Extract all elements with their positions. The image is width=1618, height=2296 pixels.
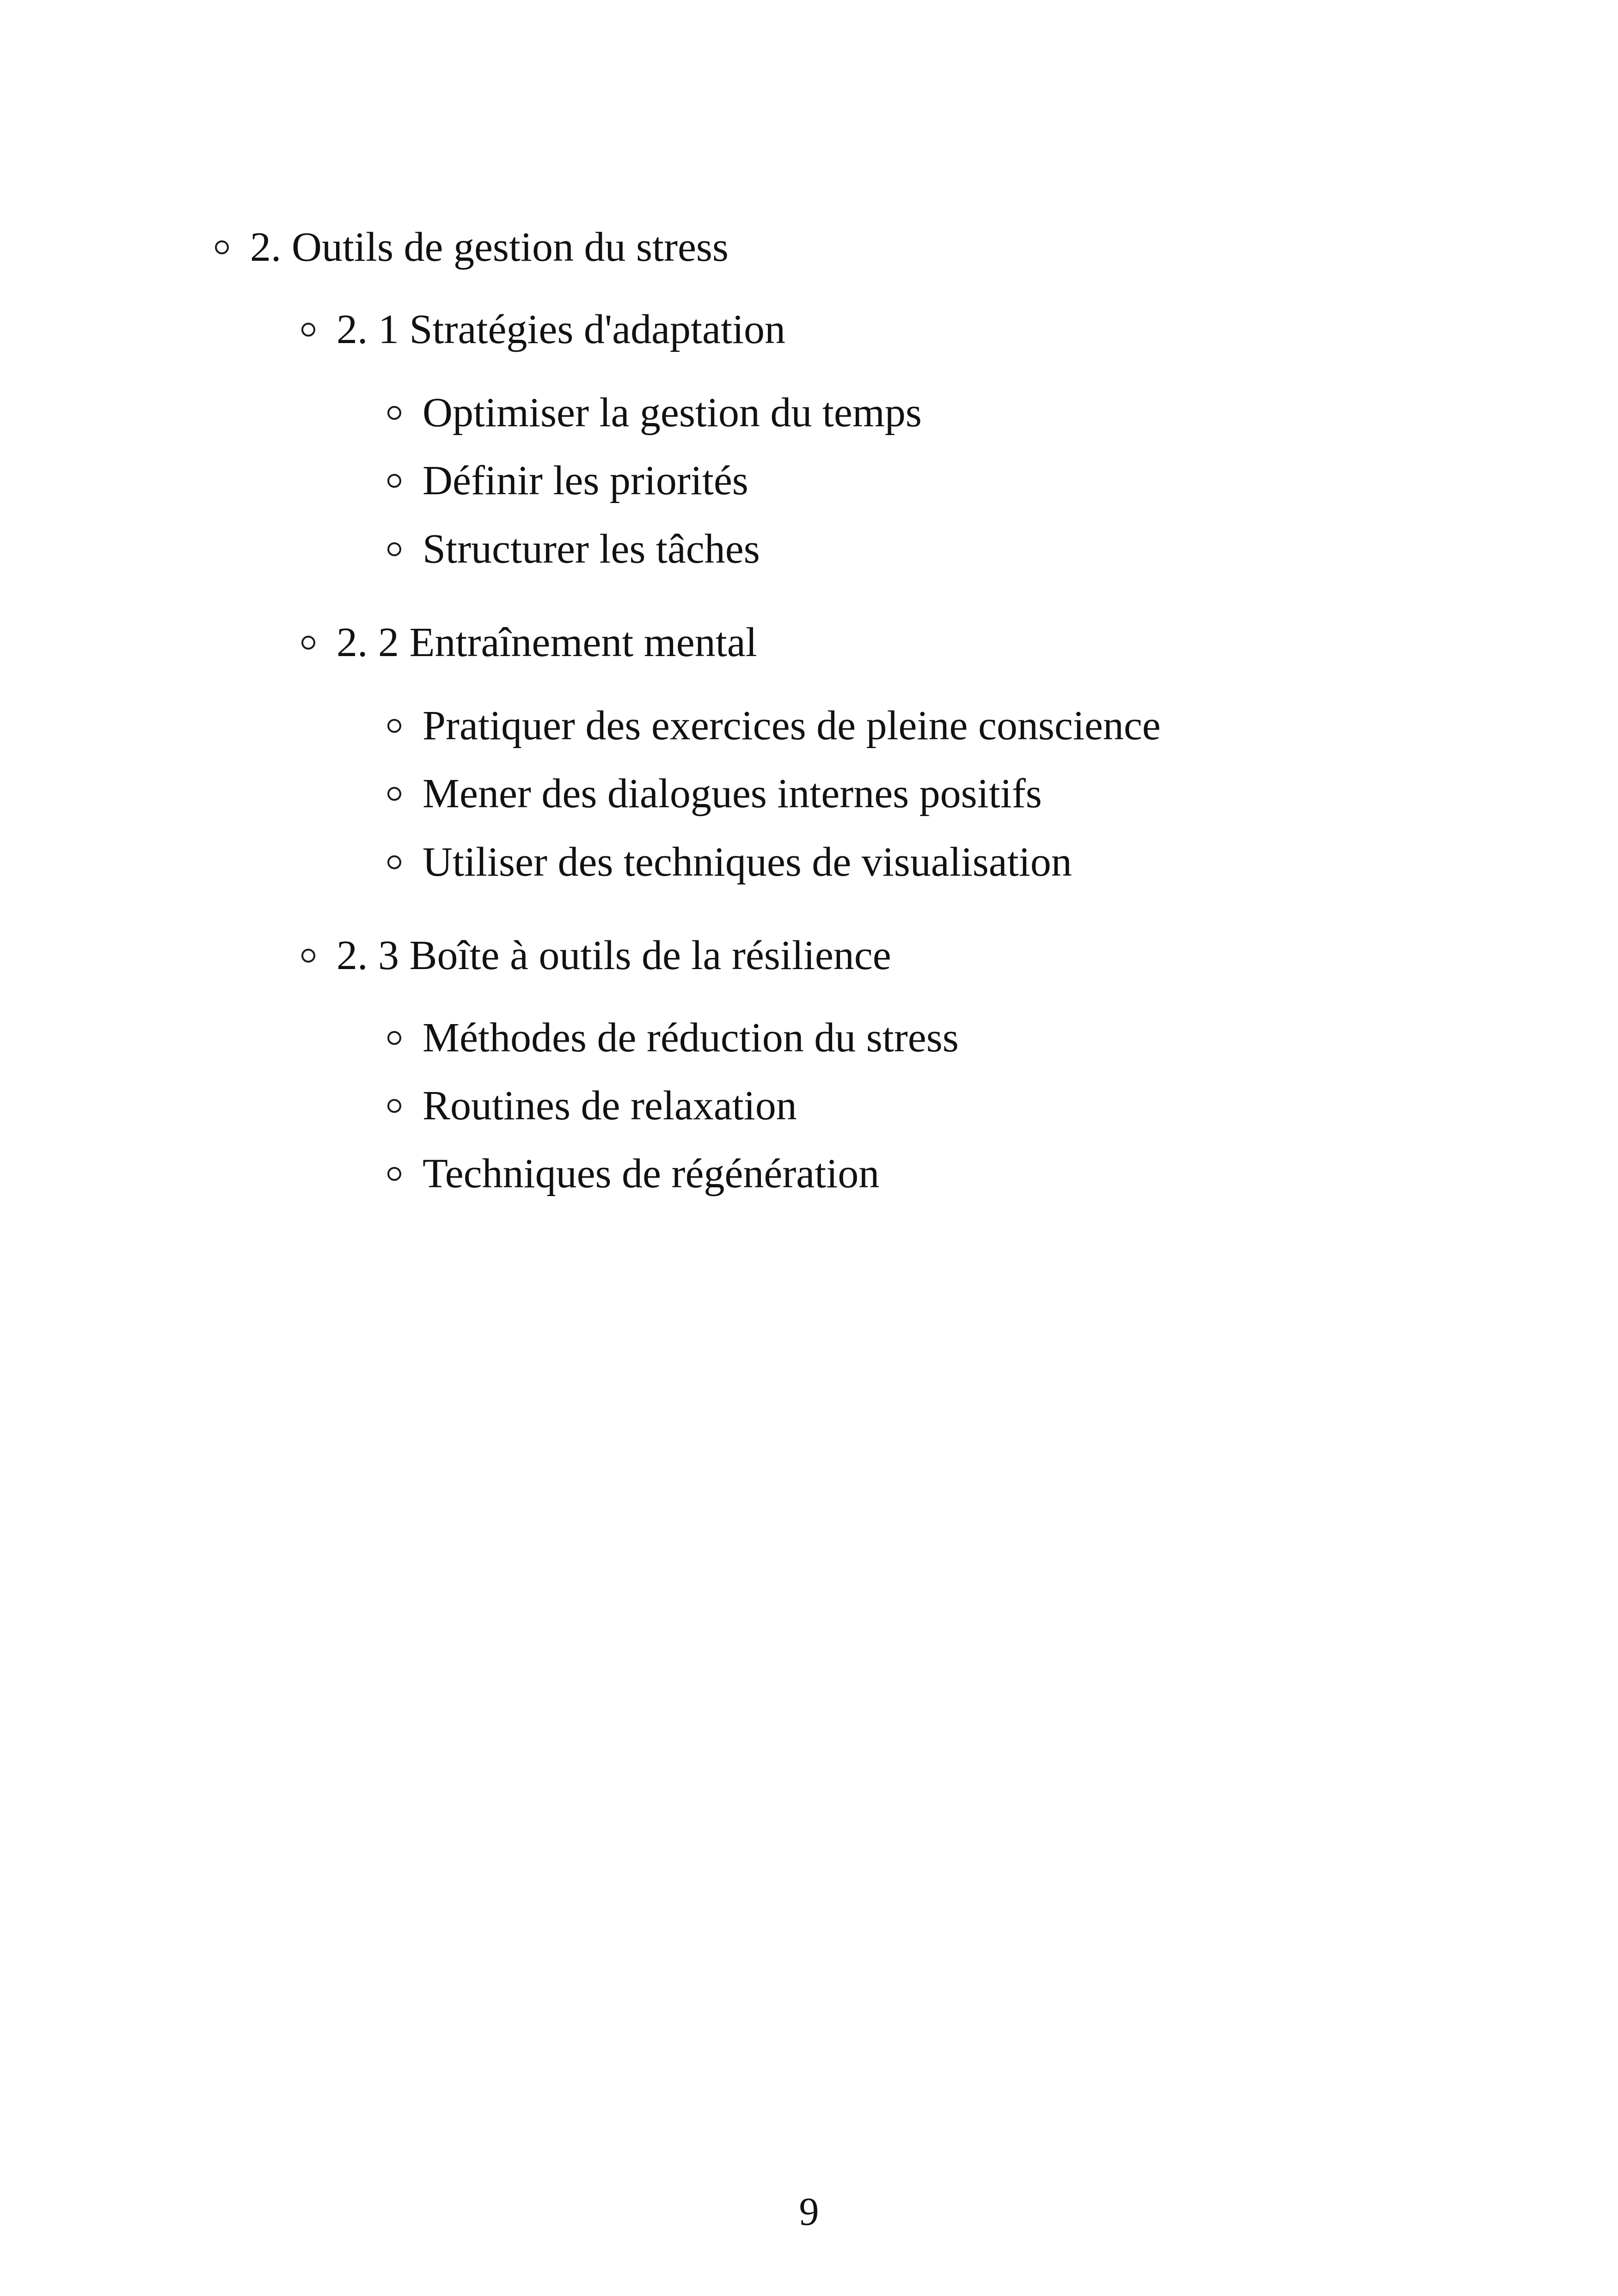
item-label: Routines de relaxation [423,1083,797,1129]
hollow-circle-bullet-icon [387,1031,401,1045]
outline-subsection [301,309,785,350]
item-label: Mener des dialogues internes positifs [423,771,1042,816]
hollow-circle-bullet-icon [387,1099,401,1113]
item-label: Techniques de régénération [423,1151,880,1197]
outline-item [387,773,1042,815]
section-title: 2. Outils de gestion du stress [250,224,729,270]
item-label: Utiliser des techniques de visualisation [423,839,1072,885]
item-label: Optimiser la gestion du temps [423,390,922,436]
outline-subsection [301,935,891,976]
hollow-circle-bullet-icon [387,719,401,733]
outline-item [387,705,1161,747]
hollow-circle-bullet-icon [301,636,315,650]
hollow-circle-bullet-icon [215,240,229,254]
hollow-circle-bullet-icon [301,949,315,963]
hollow-circle-bullet-icon [387,474,401,488]
outline-subsection [301,622,757,663]
hollow-circle-bullet-icon [387,406,401,420]
outline-item [387,1153,879,1195]
hollow-circle-bullet-icon [387,787,401,801]
item-label: Méthodes de réduction du stress [423,1015,959,1061]
outline-item [387,528,760,570]
outline-item [387,1017,959,1059]
item-label: Pratiquer des exercices de pleine conscience [423,703,1161,749]
subsection-title: 2. 3 Boîte à outils de la résilience [337,933,891,978]
outline-item [387,460,748,502]
item-label: Définir les priorités [423,458,748,503]
outline-item [387,1085,797,1127]
outline-section [215,224,729,270]
hollow-circle-bullet-icon [301,323,315,337]
item-label: Structurer les tâches [423,526,760,572]
outline-item [387,392,922,434]
hollow-circle-bullet-icon [387,542,401,556]
page-number: 9 [799,2189,819,2234]
hollow-circle-bullet-icon [387,855,401,869]
hollow-circle-bullet-icon [387,1167,401,1181]
subsection-title: 2. 1 Stratégies d'adaptation [337,307,785,352]
subsection-title: 2. 2 Entraînement mental [337,620,757,665]
outline-item [387,841,1072,883]
